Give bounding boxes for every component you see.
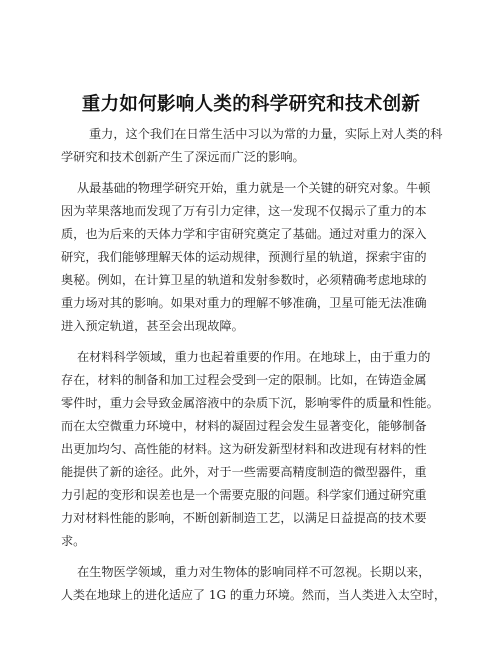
text-line: 重力，这个我们在日常生活中习以为常的力量，实际上对人类的科 <box>89 127 443 141</box>
text-line: 零件时，重力会导致金属溶液中的杂质下沉，影响零件的质量和性能。 <box>61 396 439 410</box>
text-line: 奥秘。例如，在计算卫星的轨道和发射参数时，必须精确考虑地球的 <box>61 273 427 287</box>
text-line: 能提供了新的途径。此外，对于一些需要高精度制造的微型器件，重 <box>61 465 427 479</box>
text-line: 在材料科学领域，重力也起着重要的作用。在地球上，由于重力的 <box>77 350 431 364</box>
text-line: 重力场对其的影响。如果对重力的理解不够准确，卫星可能无法准确 <box>61 296 427 310</box>
text-line: 研究，我们能够理解天体的运动规律，预测行星的轨道，探索宇宙的 <box>61 250 427 264</box>
text-line: 出更加均匀、高性能的材料。这为研发新型材料和改进现有材料的性 <box>61 442 427 456</box>
text-line: 存在，材料的制备和加工过程会受到一定的限制。比如，在铸造金属 <box>61 373 427 387</box>
text-line: 进入预定轨道，甚至会出现故障。 <box>61 319 244 333</box>
text-line: 学研究和技术创新产生了深远而广泛的影响。 <box>61 150 305 164</box>
document-title: 重力如何影响人类的科学研究和技术创新 <box>81 94 421 115</box>
text-line: 因为苹果落地而发现了万有引力定律，这一发现不仅揭示了重力的本 <box>61 204 427 218</box>
text-line: 从最基础的物理学研究开始，重力就是一个关键的研究对象。牛顿 <box>77 181 431 195</box>
text-line: 质，也为后来的天体力学和宇宙研究奠定了基础。通过对重力的深入 <box>61 227 427 241</box>
text-line: 在生物医学领域，重力对生物体的影响同样不可忽视。长期以来， <box>77 565 431 579</box>
text-line: 人类在地球上的进化适应了 1G 的重力环境。然而，当人类进入太空时， <box>61 588 446 602</box>
text-line: 力引起的变形和误差也是一个需要克服的问题。科学家们通过研究重 <box>61 488 427 502</box>
text-line: 而在太空微重力环境中，材料的凝固过程会发生显著变化，能够制备 <box>61 419 427 433</box>
text-line: 力对材料性能的影响，不断创新制造工艺，以满足日益提高的技术要 <box>61 511 427 525</box>
text-line: 求。 <box>61 534 86 548</box>
